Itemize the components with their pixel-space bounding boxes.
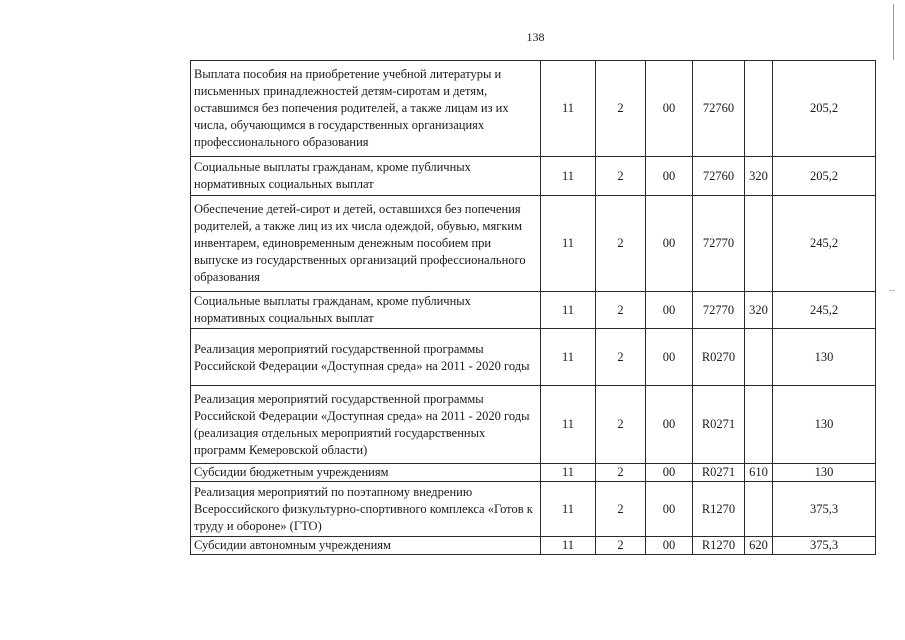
row-program: 00 <box>646 386 693 464</box>
table-row <box>191 329 876 386</box>
row-amount: 245,2 <box>773 292 876 329</box>
table-row <box>191 537 876 555</box>
row-subsection: 2 <box>596 292 646 329</box>
row-amount: 130 <box>773 386 876 464</box>
table-row <box>191 464 876 482</box>
page-number: 138 <box>526 30 545 44</box>
row-name: Выплата пособия на приобретение учебной литературы и письменных принадлежностей детям-сиротам и детям, оставшимся без попечения родителей, а также лицам из их числа, обучающимся в государственных организациях профессионального образования <box>191 61 541 157</box>
row-type <box>745 482 773 537</box>
row-code: 72770 <box>693 196 745 292</box>
row-subsection: 2 <box>596 386 646 464</box>
row-section: 11 <box>541 386 596 464</box>
row-type <box>745 196 773 292</box>
row-code: 72770 <box>693 292 745 329</box>
row-subsection: 2 <box>596 464 646 482</box>
table-row <box>191 196 876 292</box>
row-program: 00 <box>646 482 693 537</box>
row-code: 72760 <box>693 157 745 196</box>
row-subsection: 2 <box>596 157 646 196</box>
row-section: 11 <box>541 482 596 537</box>
row-section: 11 <box>541 464 596 482</box>
row-amount: 205,2 <box>773 61 876 157</box>
row-type: 620 <box>745 537 773 555</box>
row-section: 11 <box>541 537 596 555</box>
table-row <box>191 386 876 464</box>
budget-table <box>190 60 876 555</box>
row-subsection: 2 <box>596 329 646 386</box>
row-type: 320 <box>745 292 773 329</box>
row-amount: 205,2 <box>773 157 876 196</box>
row-subsection: 2 <box>596 537 646 555</box>
row-program: 00 <box>646 537 693 555</box>
row-name: Субсидии бюджетным учреждениям <box>191 464 541 482</box>
row-amount: 375,3 <box>773 482 876 537</box>
row-name: Реализация мероприятий государственной программы Российской Федерации «Доступная среда» на 2011 - 2020 годы (реализация отдельных мероприятий государственных программ Кемеровской области) <box>191 386 541 464</box>
row-subsection: 2 <box>596 196 646 292</box>
row-program: 00 <box>646 157 693 196</box>
table-row <box>191 292 876 329</box>
row-amount: 130 <box>773 464 876 482</box>
row-type: 610 <box>745 464 773 482</box>
row-name: Обеспечение детей-сирот и детей, оставшихся без попечения родителей, а также лиц из их числа одеждой, обувью, мягким инвентарем, единовременным денежным пособием при выпуске из государственных организаций профессионального образования <box>191 196 541 292</box>
row-section: 11 <box>541 61 596 157</box>
row-type <box>745 61 773 157</box>
row-name: Реализация мероприятий по поэтапному внедрению Всероссийского физкультурно-спортивного комплекса «Готов к труду и обороне» (ГТО) <box>191 482 541 537</box>
row-program: 00 <box>646 196 693 292</box>
row-subsection: 2 <box>596 482 646 537</box>
row-code: R0270 <box>693 329 745 386</box>
row-name: Социальные выплаты гражданам, кроме публичных нормативных социальных выплат <box>191 292 541 329</box>
table-row <box>191 61 876 157</box>
row-name: Социальные выплаты гражданам, кроме публичных нормативных социальных выплат <box>191 157 541 196</box>
row-section: 11 <box>541 157 596 196</box>
row-code: R0271 <box>693 464 745 482</box>
scan-edge-line <box>893 4 894 60</box>
row-type <box>745 329 773 386</box>
row-subsection: 2 <box>596 61 646 157</box>
row-amount: 245,2 <box>773 196 876 292</box>
row-code: R0271 <box>693 386 745 464</box>
row-program: 00 <box>646 292 693 329</box>
row-name: Реализация мероприятий государственной программы Российской Федерации «Доступная среда» на 2011 - 2020 годы <box>191 329 541 386</box>
row-program: 00 <box>646 329 693 386</box>
table-row <box>191 482 876 537</box>
table-row <box>191 157 876 196</box>
row-code: 72760 <box>693 61 745 157</box>
row-program: 00 <box>646 61 693 157</box>
row-section: 11 <box>541 292 596 329</box>
row-name: Субсидии автономным учреждениям <box>191 537 541 555</box>
row-section: 11 <box>541 196 596 292</box>
row-section: 11 <box>541 329 596 386</box>
row-type <box>745 386 773 464</box>
row-type: 320 <box>745 157 773 196</box>
scan-mark <box>889 290 895 291</box>
row-code: R1270 <box>693 482 745 537</box>
row-program: 00 <box>646 464 693 482</box>
row-amount: 375,3 <box>773 537 876 555</box>
row-code: R1270 <box>693 537 745 555</box>
row-amount: 130 <box>773 329 876 386</box>
